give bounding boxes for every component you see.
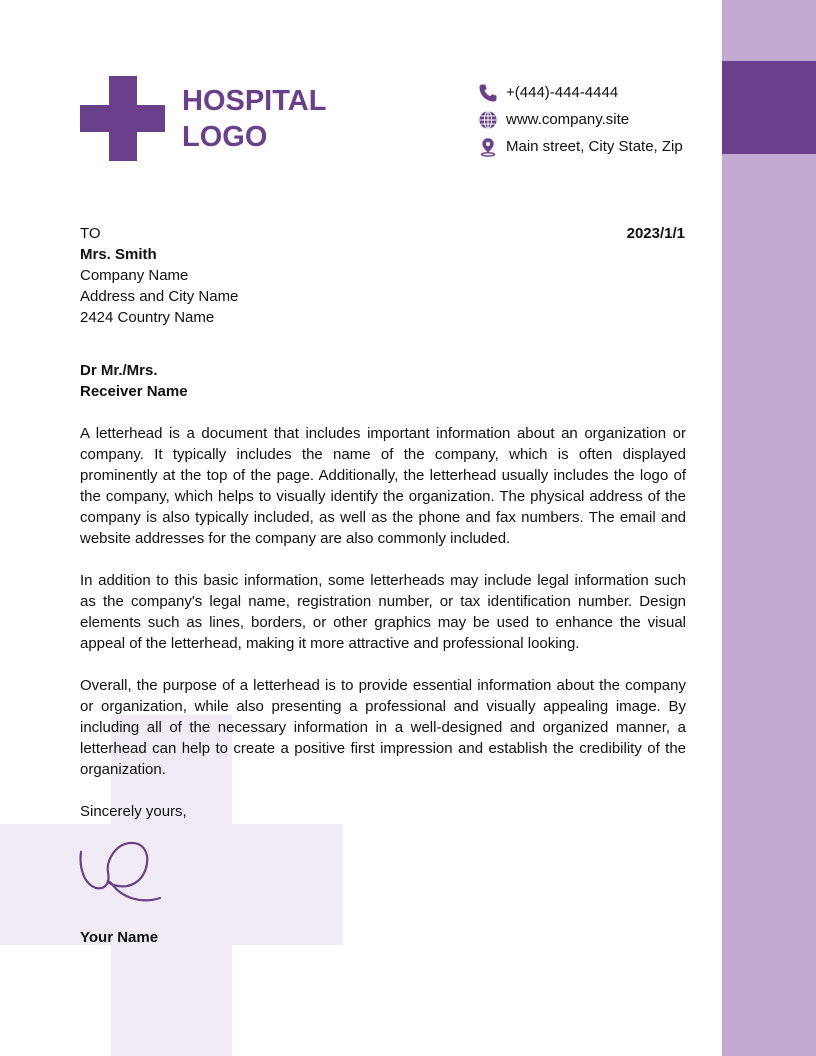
contact-website <box>478 106 718 133</box>
recipient-name: Mrs. Smith <box>80 246 157 263</box>
website-url: www.company.site <box>506 111 630 128</box>
body-paragraph-3: Overall, the purpose of a letterhead is to provide essential information about the company or organization, while also presenting a professional and visually appealing image. By including all of the necessary information in a well-designed and organized manner, a letterhead can help to create a positive first impression and establish the credibility of the organization. <box>80 677 686 778</box>
sign-off: Sincerely yours, <box>80 803 187 820</box>
letter-body <box>80 423 686 801</box>
recipient-block <box>80 223 238 328</box>
right-sidebar-accent <box>722 61 816 154</box>
globe-icon <box>478 110 498 130</box>
salutation-line-1: Dr Mr./Mrs. <box>80 362 158 379</box>
salutation <box>80 360 188 402</box>
phone-number: +(444)-444-4444 <box>506 84 619 101</box>
logo-line-1: HOSPITAL <box>182 85 327 117</box>
to-label: TO <box>80 225 101 242</box>
logo-text <box>182 83 382 155</box>
contact-info <box>478 79 718 160</box>
logo-line-2: LOGO <box>182 121 268 153</box>
hospital-cross-logo-icon <box>80 76 165 161</box>
watermark-cross-horizontal <box>0 824 343 945</box>
body-paragraph-1: A letterhead is a document that includes important information about an organization or company. It typically includes the name of the company, which is often displayed prominently at the top of the page. Additionally, the letterhead usually includes the logo of the company, which helps to visually identify the organization. The physical address of the company is also typically included, as well as the phone and fax numbers. The email and website addresses for the company are also commonly included. <box>80 425 686 547</box>
letter-date: 2023/1/1 <box>626 225 685 242</box>
phone-icon <box>478 83 498 103</box>
contact-phone <box>478 79 718 106</box>
recipient-address: Address and City Name <box>80 288 239 305</box>
right-sidebar-band <box>722 0 816 1056</box>
address-text: Main street, City State, Zip <box>506 138 683 155</box>
signature-scribble <box>78 838 168 910</box>
recipient-company: Company Name <box>80 267 189 284</box>
contact-address <box>478 133 718 160</box>
salutation-line-2: Receiver Name <box>80 383 188 400</box>
recipient-country: 2424 Country Name <box>80 309 215 326</box>
body-paragraph-2: In addition to this basic information, some letterheads may include legal information such as the company's legal name, registration number, or tax identification number. Design elements such as lines, borders, or other graphics may be used to enhance the visual appeal of the letterhead, making it more attractive and professional looking. <box>80 572 686 652</box>
signer-name: Your Name <box>80 929 159 946</box>
location-pin-icon <box>478 137 498 157</box>
